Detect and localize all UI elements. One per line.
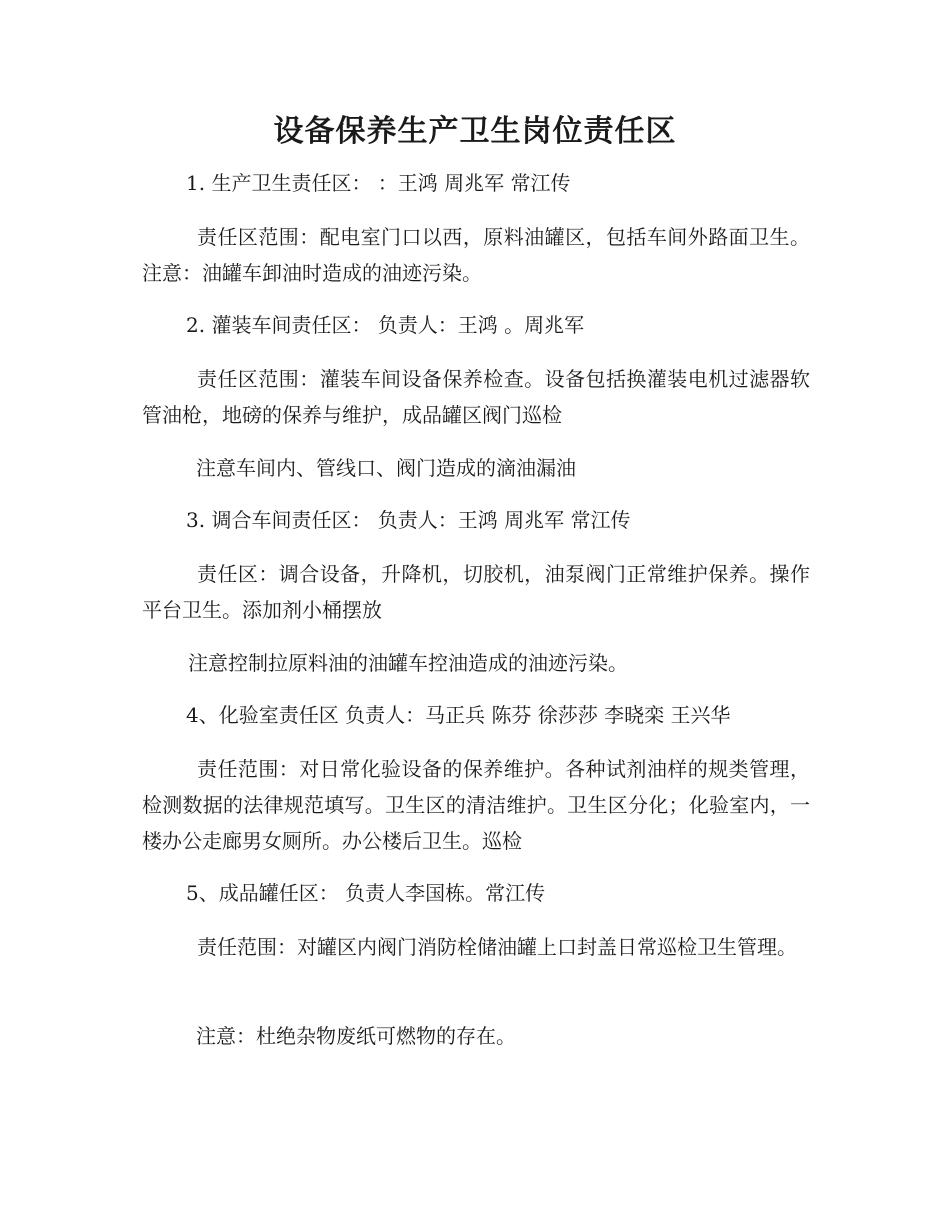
document-title: 设备保养生产卫生岗位责任区 bbox=[273, 114, 677, 149]
section-2-heading: 2. 灌装车间责任区： 负责人：王鸿 。周兆军 bbox=[186, 313, 585, 337]
section-5-heading: 5、成品罐任区： 负责人李国栋。常江传 bbox=[186, 881, 546, 905]
section-3-heading: 3. 调合车间责任区： 负责人：王鸿 周兆军 常江传 bbox=[186, 508, 631, 532]
section-4-paragraph-1: 责任范围：对日常化验设备的保养维护。各种试剂油样的规类管理，检测数据的法律规范填写。卫生区的清洁维护。卫生区分化；化验室内，一楼办公走廊男女厕所。办公楼后卫生。巡检 bbox=[142, 757, 810, 853]
section-5-paragraph-2: 注意：杜绝杂物废纸可燃物的存在。 bbox=[196, 1024, 516, 1048]
section-2-paragraph-1: 责任区范围：灌装车间设备保养检查。设备包括换灌装电机过滤器软管油枪，地磅的保养与维护，成品罐区阀门巡检 bbox=[142, 367, 810, 427]
section-2-paragraph-2: 注意车间内、管线口、阀门造成的滴油漏油 bbox=[196, 456, 576, 480]
section-3-paragraph-2: 注意控制拉原料油的油罐车控油造成的油迹污染。 bbox=[188, 651, 628, 675]
section-1-paragraph-1: 责任区范围：配电室门口以西，原料油罐区，包括车间外路面卫生。 注意：油罐车卸油时造成的油迹污染。 bbox=[142, 225, 810, 285]
section-1-heading: 1. 生产卫生责任区： ：王鸿 周兆军 常江传 bbox=[186, 171, 571, 195]
section-5-paragraph-1: 责任范围：对罐区内阀门消防栓储油罐上口封盖日常巡检卫生管理。 bbox=[197, 935, 797, 959]
section-4-heading: 4、化验室责任区 负责人：马正兵 陈芬 徐莎莎 李晓栾 王兴华 bbox=[186, 703, 731, 727]
section-3-paragraph-1: 责任区：调合设备，升降机，切胶机，油泵阀门正常维护保养。操作平台卫生。添加剂小桶摆放 bbox=[142, 562, 810, 622]
